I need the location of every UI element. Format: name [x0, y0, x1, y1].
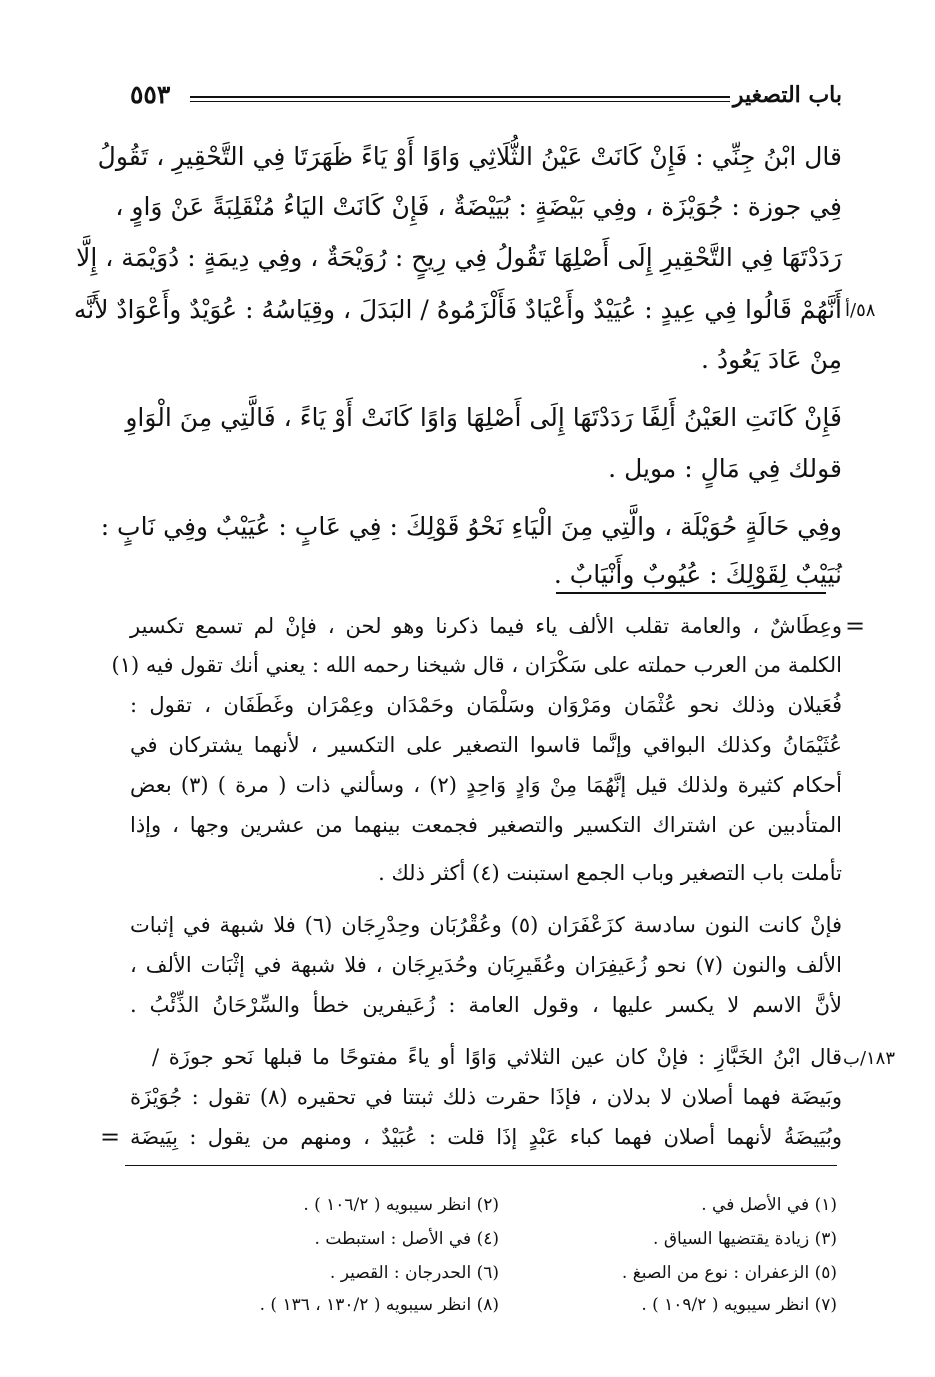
- main-text-line: وفِي حَالَةٍ حُوَيْلَة ، والَّتِي مِنَ الْيَاءِ نَحْوُ قَوْلِكَ : فِي عَابٍ : عُيَيْبٌ وفِي نَابٍ :: [100, 512, 842, 541]
- commentary-line: أحكام كثيرة ولذلك قيل إنَّهُمَا مِنْ وَادٍ وَاحِدٍ (٢) ، وسألني ذات ( مرة ) (٣) بعض: [130, 773, 842, 797]
- page-header: [130, 80, 842, 120]
- folio-marker: ٥٨/أ: [845, 300, 876, 321]
- chapter-title: باب التصغير: [732, 82, 842, 108]
- footnote-8: (٨) انظر سيبويه ( ١٣٠/٢ ، ١٣٦ ) .: [259, 1295, 499, 1315]
- page-number: ٥٥٣: [130, 80, 171, 109]
- main-text-line: نُيَيْبٌ لِقَوْلِكَ : عُيُوبٌ وأَنْيَابٌ .: [553, 560, 842, 589]
- commentary-line: تأملت باب التصغير وباب الجمع استبنت (٤) أكثر ذلك .: [378, 861, 842, 885]
- main-text-line: قولك فِي مَالٍ : مويل .: [608, 454, 842, 483]
- commentary-line: عُثَيْمَانُ وكذلك البواقي وإنَّما قاسوا التصغير على التكسير ، لأنهما يشتركان في: [130, 733, 842, 757]
- commentary-line: فُعَيلان وذلك نحو عُثْمَان ومَرْوَان وسَلْمَان وحَمْدَان وعِمْرَان وغَطَفَان ، تقول :: [130, 693, 842, 717]
- commentary-line: قال ابْنُ الخَبَّازِ : فإنْ كان عين الثلاثي وَاوًا أو ياءً مفتوحًا ما قبلها نَحو جوزَة /: [152, 1045, 842, 1069]
- commentary-line: فإنْ كانت النون سادسة كزَعْفَرَان (٥) وعُقْرُبَان وحِدْرِجَان (٦) فلا شبهة في إثبات: [130, 913, 843, 937]
- footnote-5: (٥) الزعفران : نوع من الصبغ .: [621, 1263, 837, 1283]
- footnote-separator: [125, 1165, 837, 1166]
- commentary-line: المتأدبين عن اشتراك التكسير والتصغير فجمعت بينهما من عشرين وجها ، وإذا: [130, 813, 842, 837]
- commentary-line: وبُيَيضَةُ لأنهما أصلان فهما كباء عَبْدٍ إذَا قلت : عُبَيْدٌ ، ومنهم من يقول : بِيَيضَة: [130, 1125, 842, 1149]
- continuation-mark: =: [845, 612, 866, 640]
- main-text-line: أَنَّهُمْ قَالُوا فِي عِيدٍ : عُيَيْدٌ وأَعْيَادٌ فَأَلْزَمُوهُ / البَدَلَ ، وقِيَاسُهُ : عُوَيْدٌ وأَعْوَادٌ لأَنَّه: [73, 295, 842, 324]
- continuation-mark: =: [100, 1123, 121, 1151]
- commentary-line: وبَيضَة فهما أصلان لا بدلان ، فإذَا حقرت ذلك ثبتتا في تحقيره (٨) تقول : جُوَيْزَة: [130, 1085, 843, 1109]
- footnote-6: (٦) الحدرجان : القصير .: [329, 1263, 499, 1283]
- main-text-line: قال ابْنُ جِنِّي : فَإِنْ كَانَتْ عَيْنُ الثُّلَاثِي وَاوًا أَوْ يَاءً ظَهَرَتَا فِي التَّحْقِيرِ ، تَقُولُ: [97, 142, 842, 171]
- commentary-line: الألف والنون (٧) نحو زُعَيفِرَان وعُقَيرِبَان وحُدَيرِجَان ، فلا شبهة في إثْبَات الألف ،: [130, 953, 842, 977]
- main-text-line: فِي جوزة : جُوَيْزَة ، وفِي بَيْضَةٍ : بُيَيْضَةٌ ، فَإِنْ كَانَتْ اليَاءُ مُنْقَلِبَةً عَنْ وَاوٍ ،: [115, 192, 842, 221]
- footnote-4: (٤) في الأصل : استبطت .: [314, 1229, 499, 1249]
- section-underline: [556, 592, 826, 594]
- commentary-line: وعِطَاشٌ ، والعامة تقلب الألف ياء فيما ذكرنا وهو لحن ، فإنْ لم تسمع تكسير: [130, 614, 842, 638]
- folio-marker: ١٨٣/ب: [843, 1048, 896, 1069]
- main-text-line: فَإِنْ كَانَتِ العَيْنُ أَلِفًا رَدَدْتَهَا إِلَى أَصْلِهَا وَاوًا كَانَتْ أَوْ يَاءً ، فَالَّتِي مِنَ الْوَاوِ: [125, 403, 842, 432]
- header-rule: [190, 96, 730, 98]
- commentary-line: الكلمة من العرب حملته على سَكْرَان ، قال شيخنا رحمه الله : يعني أنك تقول فيه (١): [111, 653, 842, 677]
- main-text-line: مِنْ عَادَ يَعُودُ .: [701, 345, 842, 374]
- header-rule-thin: [190, 101, 730, 102]
- footnote-1: (١) في الأصل في .: [701, 1195, 837, 1215]
- commentary-line: لأنَّ الاسم لا يكسر عليها ، وقول العامة : زُعَيفرين خطأ والسِّرْحَانُ الذِّئْبُ .: [130, 993, 842, 1017]
- main-text-line: رَدَدْتَهَا فِي التَّحْقِيرِ إِلَى أَصْلِهَا تَقُولُ فِي رِيحٍ : رُوَيْحَةٌ ، وفِي دِيمَةٍ : دُوَيْمَة ، إِلَّا: [76, 243, 842, 272]
- footnote-7: (٧) انظر سيبويه ( ١٠٩/٢ ) .: [641, 1295, 837, 1315]
- footnote-3: (٣) زيادة يقتضيها السياق .: [653, 1229, 837, 1249]
- footnote-2: (٢) انظر سيبويه ( ١٠٦/٢ ) .: [303, 1195, 499, 1215]
